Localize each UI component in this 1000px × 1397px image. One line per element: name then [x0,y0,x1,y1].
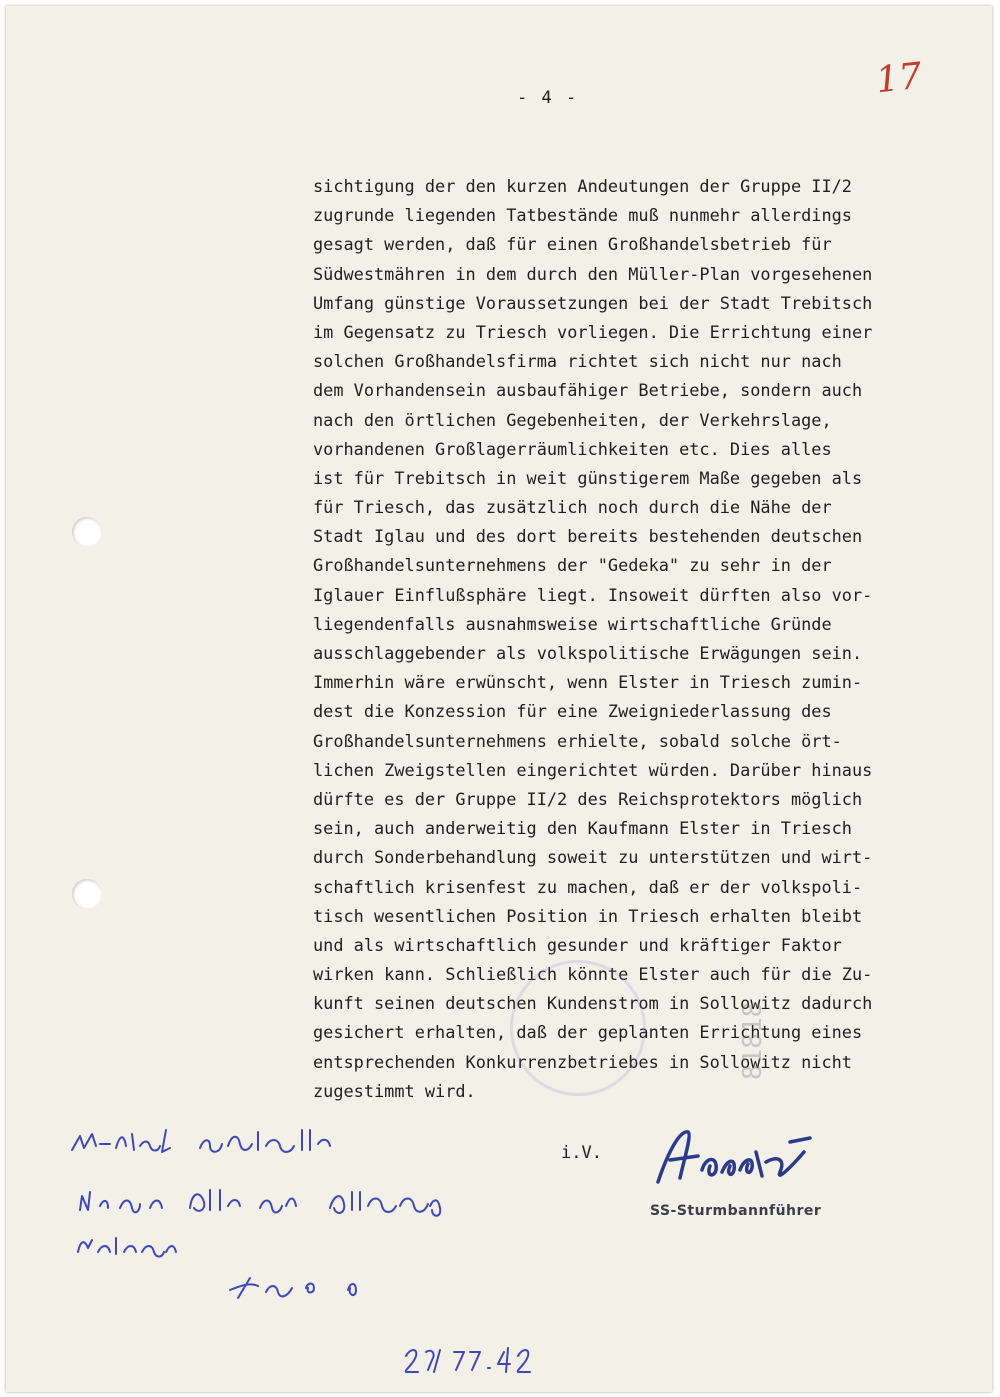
body-line: Großhandelsunternehmens der "Gedeka" zu sehr in der [313,555,832,576]
folio-number: 17 [873,55,924,102]
body-line: vorhandenen Großlagerräumlichkeiten etc. Dies alles [313,438,832,459]
body-line: dem Vorhandensein ausbaufähiger Betriebe, sondern auch [313,380,863,401]
body-line: für Triesch, das zusätzlich noch durch die Nähe der [313,497,832,518]
body-line: Südwestmähren in dem durch den Müller-Plan vorgesehenen [313,263,873,284]
body-line: tisch wesentlichen Position in Triesch erhalten bleibt [313,905,863,926]
body-line: entsprechenden Konkurrenzbetriebes in Sollowitz nicht [313,1051,852,1072]
body-line: nach den örtlichen Gegebenheiten, der Verkehrslage, [313,409,832,430]
body-line: und als wirtschaftlich gesunder und kräftiger Faktor [313,934,842,955]
signature-icon [640,1112,820,1202]
body-line: kunft seinen deutschen Kundenstrom in Sollowitz dadurch [313,993,873,1014]
body-line: solchen Großhandelsfirma richtet sich nicht nur nach [313,351,842,372]
body-line: dest die Konzession für eine Zweigniederlassung des [313,701,832,722]
body-line: sichtigung der den kurzen Andeutungen der Gruppe II/2 [313,176,852,196]
punch-hole [72,879,102,909]
body-line: Umfang günstige Voraussetzungen bei der Stadt Trebitsch [313,292,873,313]
rank-stamp: SS-Sturmbannführer [650,1203,822,1219]
punch-hole [72,517,102,547]
body-line: Stadt Iglau und des dort bereits bestehenden deutschen [313,526,863,547]
body-line: Immerhin wäre erwünscht, wenn Elster in Triesch zumin- [313,672,863,693]
body-line: zugrunde liegenden Tatbestände muß nunmehr allerdings [313,205,852,226]
body-line: gesichert erhalten, daß der geplanten Errichtung eines [313,1022,863,1043]
body-line: zugestimmt wird. [313,1080,476,1101]
handwritten-date-icon [400,1338,560,1378]
body-line: ausschlaggebender als volkspolitische Erwägungen sein. [313,643,863,663]
body-line: dürfte es der Gruppe II/2 des Reichsprotektors möglich [313,788,863,809]
body-line: durch Sonderbehandlung soweit zu unterstützen und wirt- [313,847,873,868]
closing-iv: i.V. [561,1143,602,1163]
body-line: gesagt werden, daß für einen Großhandelsbetrieb für [313,234,832,255]
body-line: wirken kann. Schließlich könnte Elster auch für die Zu- [313,964,873,985]
body-line: ist für Trebitsch in weit günstigerem Maße gegeben als [313,467,863,488]
faint-stamp-number: 81818 [738,1001,768,1080]
body-line: schaftlich krisenfest zu machen, daß er der volkspoli- [313,876,863,897]
body-line: Iglauer Einflußsphäre liegt. Insoweit dürften also vor- [313,584,873,605]
faint-round-stamp [510,960,646,1096]
body-line: Großhandelsunternehmens erhielte, sobald solche ört- [313,730,842,751]
body-text [313,172,973,1106]
body-line: liegendenfalls ausnahmsweise wirtschaftliche Gründe [313,613,832,634]
body-line: sein, auch anderweitig den Kaufmann Elster in Triesch [313,818,852,839]
page-number: - 4 - [517,88,579,108]
body-line: im Gegensatz zu Triesch vorliegen. Die Errichtung einer [313,321,873,342]
body-line: lichen Zweigstellen eingerichtet würden. Darüber hinaus [313,759,873,780]
handwritten-note-icon [70,1120,510,1360]
